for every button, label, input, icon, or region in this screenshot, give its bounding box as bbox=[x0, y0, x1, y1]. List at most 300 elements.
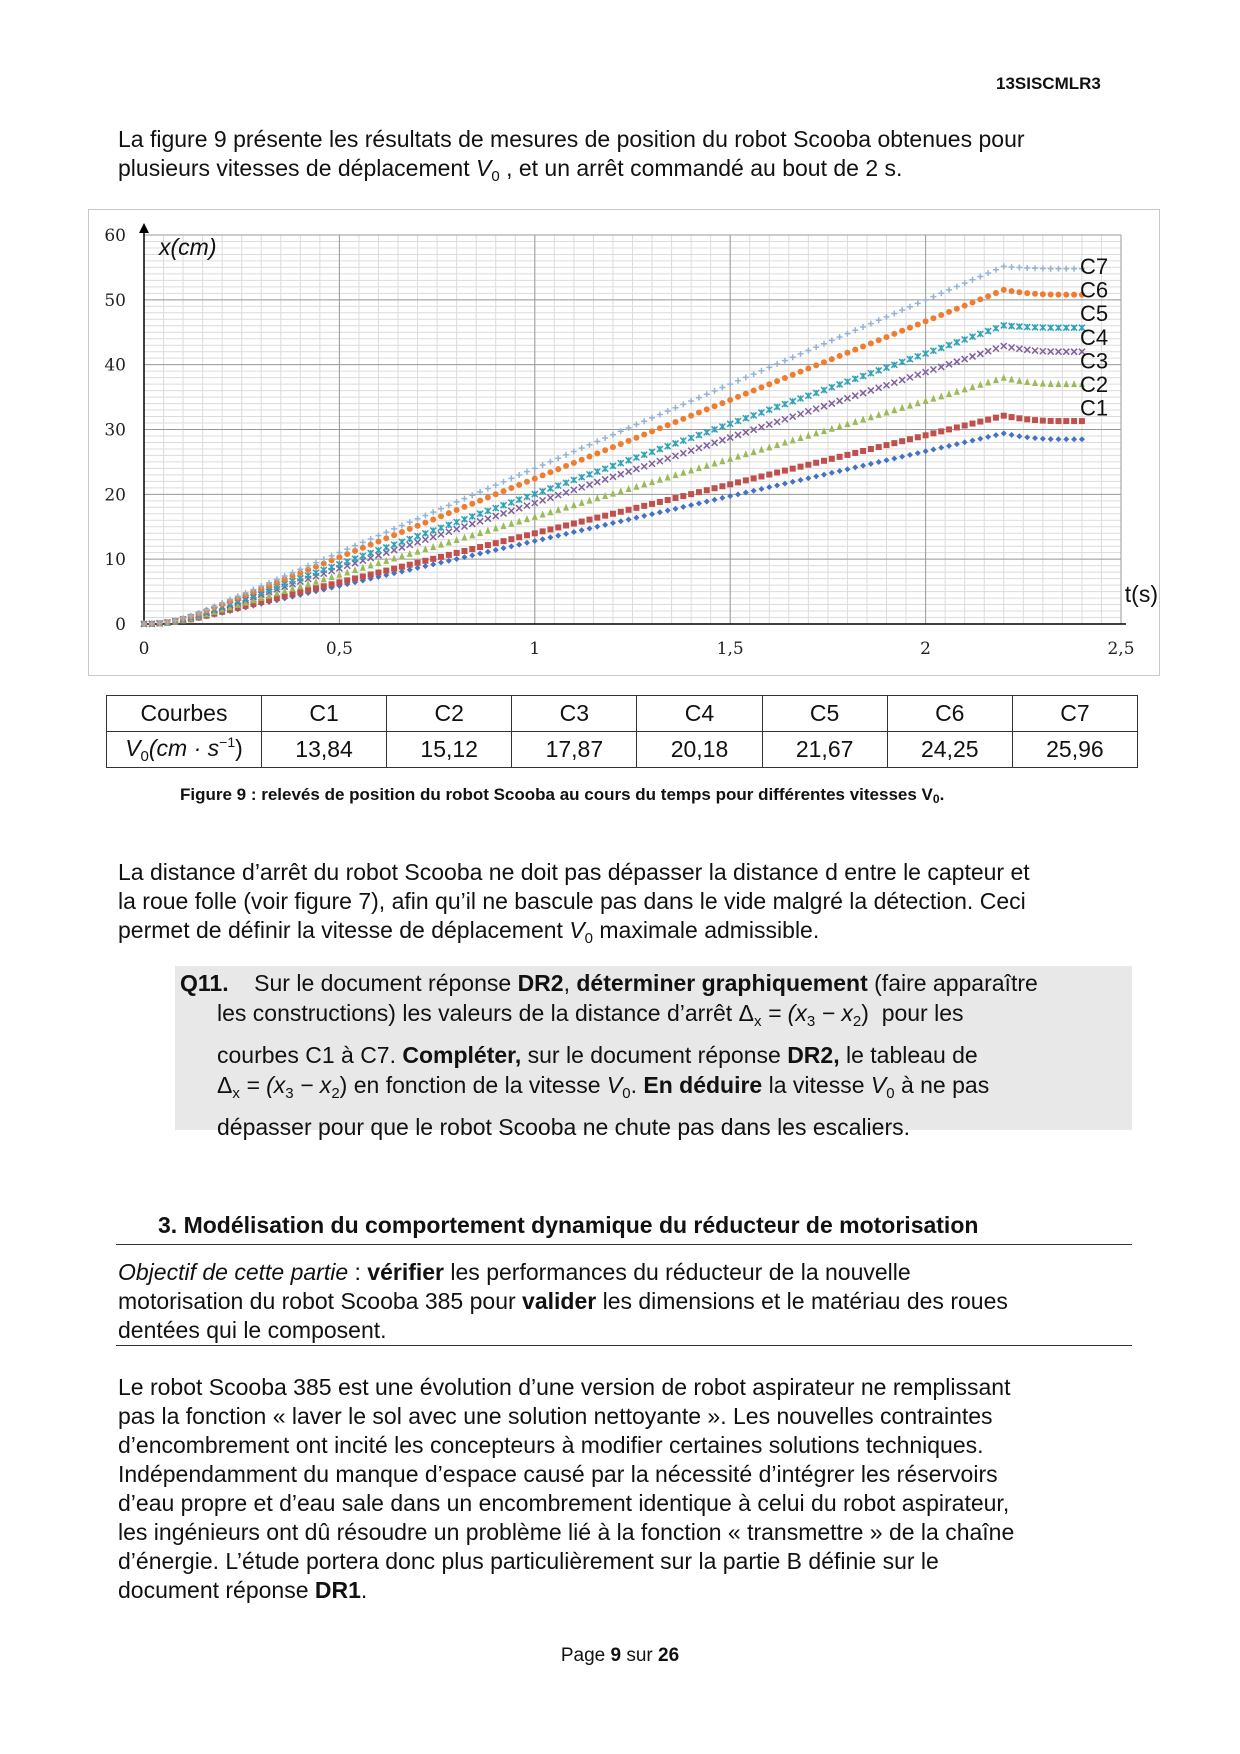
data-point bbox=[493, 505, 499, 511]
velocity-table bbox=[106, 695, 1138, 768]
data-point bbox=[891, 440, 897, 446]
data-point bbox=[915, 434, 921, 440]
data-point bbox=[805, 432, 811, 439]
data-point bbox=[485, 549, 491, 555]
data-point bbox=[446, 522, 452, 528]
data-point bbox=[672, 440, 678, 446]
data-point bbox=[946, 443, 952, 449]
data-point bbox=[727, 421, 733, 427]
data-point bbox=[727, 481, 733, 487]
data-point bbox=[837, 454, 843, 460]
data-point bbox=[524, 532, 530, 538]
data-point bbox=[907, 436, 913, 442]
data-point bbox=[891, 310, 897, 316]
data-point bbox=[985, 417, 991, 423]
data-point bbox=[704, 487, 710, 493]
data-point bbox=[954, 284, 960, 290]
data-point bbox=[1040, 266, 1046, 272]
data-point bbox=[508, 508, 514, 514]
data-point bbox=[516, 534, 522, 540]
data-point bbox=[579, 499, 585, 506]
data-point bbox=[907, 356, 913, 362]
data-point bbox=[1001, 430, 1007, 436]
data-point bbox=[727, 455, 733, 462]
intro-paragraph bbox=[118, 125, 1130, 191]
data-point bbox=[657, 458, 663, 464]
data-point bbox=[915, 300, 921, 306]
section-3-title: 3. Modélisation du comportement dynamique du réducteur de motorisation bbox=[158, 1212, 979, 1238]
data-point bbox=[844, 379, 850, 385]
data-point bbox=[954, 339, 960, 345]
data-point bbox=[712, 460, 718, 467]
data-point bbox=[946, 426, 952, 432]
data-point bbox=[805, 475, 811, 481]
x-axis-label: t(s) bbox=[1124, 581, 1158, 607]
x-tick-label: 1,5 bbox=[716, 639, 744, 659]
data-point bbox=[930, 446, 936, 452]
data-point bbox=[540, 528, 546, 534]
data-point bbox=[422, 520, 428, 526]
data-point bbox=[485, 527, 491, 534]
data-point bbox=[602, 513, 608, 519]
data-point bbox=[477, 518, 483, 524]
data-point bbox=[899, 404, 905, 411]
data-point bbox=[852, 418, 858, 425]
data-point bbox=[352, 575, 358, 581]
data-point bbox=[618, 441, 624, 447]
data-point bbox=[454, 519, 460, 525]
data-point bbox=[704, 462, 710, 469]
data-point bbox=[415, 523, 421, 529]
data-point bbox=[727, 381, 733, 387]
data-point bbox=[415, 560, 421, 566]
data-point bbox=[1055, 292, 1061, 298]
data-point bbox=[594, 515, 600, 521]
data-point bbox=[649, 511, 655, 517]
intro-line-1: La figure 9 présente les résultats de mesures de position du robot Scooba obtenues pour bbox=[118, 126, 1025, 152]
data-point bbox=[368, 542, 374, 548]
data-point bbox=[391, 542, 397, 548]
data-point bbox=[766, 484, 772, 490]
data-point bbox=[860, 344, 866, 350]
data-point bbox=[813, 473, 819, 479]
data-point bbox=[719, 457, 725, 464]
data-point bbox=[579, 519, 585, 525]
data-point bbox=[719, 424, 725, 430]
data-point bbox=[829, 384, 835, 390]
data-point bbox=[719, 483, 725, 489]
data-point bbox=[1032, 265, 1038, 271]
data-point bbox=[1032, 348, 1038, 354]
data-point bbox=[665, 422, 671, 428]
data-point bbox=[829, 425, 835, 432]
data-point bbox=[813, 429, 819, 436]
data-point bbox=[758, 384, 764, 390]
data-point bbox=[930, 395, 936, 402]
data-point bbox=[821, 427, 827, 434]
chart-svg bbox=[89, 210, 1161, 677]
data-point bbox=[540, 488, 546, 494]
data-point bbox=[696, 464, 702, 471]
data-point bbox=[915, 372, 921, 378]
data-point bbox=[438, 560, 444, 566]
data-point bbox=[860, 448, 866, 454]
data-point bbox=[993, 432, 999, 438]
data-point bbox=[821, 458, 827, 464]
data-point bbox=[876, 411, 882, 418]
data-point bbox=[735, 378, 741, 384]
data-point bbox=[774, 361, 780, 367]
data-point bbox=[391, 566, 397, 572]
data-point bbox=[594, 494, 600, 501]
data-point bbox=[524, 540, 530, 546]
data-point bbox=[696, 489, 702, 495]
data-point bbox=[336, 561, 342, 567]
data-point bbox=[657, 499, 663, 505]
data-point bbox=[469, 546, 475, 552]
data-point bbox=[461, 516, 467, 522]
data-point bbox=[407, 562, 413, 568]
data-point bbox=[321, 556, 327, 562]
data-point bbox=[712, 485, 718, 491]
data-point bbox=[336, 549, 342, 555]
data-point bbox=[563, 463, 569, 469]
data-point bbox=[508, 543, 514, 549]
table-curve-cell: C2 bbox=[387, 696, 512, 732]
data-point bbox=[633, 435, 639, 441]
data-point bbox=[844, 350, 850, 356]
question-label: Q11. bbox=[180, 970, 229, 996]
data-point bbox=[485, 516, 491, 522]
data-point bbox=[1063, 418, 1069, 424]
data-point bbox=[579, 445, 585, 451]
data-point bbox=[938, 312, 944, 318]
data-point bbox=[1016, 346, 1022, 352]
position-chart bbox=[88, 209, 1160, 676]
data-point bbox=[477, 551, 483, 557]
table-header-label: Courbes bbox=[107, 696, 262, 732]
data-point bbox=[1063, 292, 1069, 298]
data-point bbox=[415, 533, 421, 539]
data-point bbox=[696, 395, 702, 401]
data-point bbox=[735, 432, 741, 438]
objective-paragraph: Objectif de cette partie : vérifier les performances du réducteur de la nouvelle motorisation du robot Scooba 385 pour valider les dimensions et le matériau des roues dentées qui le composent. bbox=[118, 1259, 1008, 1343]
data-point bbox=[399, 564, 405, 570]
data-point bbox=[649, 501, 655, 507]
data-point bbox=[516, 517, 522, 524]
data-point bbox=[696, 445, 702, 451]
data-point bbox=[360, 553, 366, 559]
data-point bbox=[305, 573, 311, 579]
data-point bbox=[743, 450, 749, 457]
data-point bbox=[438, 531, 444, 537]
data-point bbox=[501, 538, 507, 544]
data-point bbox=[469, 514, 475, 520]
data-point bbox=[704, 442, 710, 448]
data-point bbox=[1024, 265, 1030, 271]
data-point bbox=[469, 531, 475, 538]
data-point bbox=[1024, 324, 1030, 330]
data-point bbox=[618, 509, 624, 515]
data-point bbox=[329, 553, 335, 559]
data-point bbox=[508, 520, 514, 527]
data-point bbox=[368, 561, 374, 568]
data-point bbox=[993, 346, 999, 352]
data-point bbox=[501, 488, 507, 494]
data-point bbox=[626, 438, 632, 444]
data-point bbox=[454, 556, 460, 562]
table-value-row bbox=[107, 732, 1138, 768]
data-point bbox=[899, 438, 905, 444]
data-point bbox=[532, 530, 538, 536]
data-point bbox=[626, 469, 632, 475]
data-point bbox=[899, 307, 905, 313]
data-point bbox=[719, 495, 725, 501]
intro-line-2: plusieurs vitesses de déplacement $V_0$ , et un arrêt commandé au bout de 2 s. bbox=[118, 155, 903, 185]
x-tick-label: 1 bbox=[529, 639, 541, 659]
data-point bbox=[813, 390, 819, 396]
data-point bbox=[844, 466, 850, 472]
data-point bbox=[1055, 436, 1061, 442]
data-point bbox=[415, 548, 421, 555]
data-point bbox=[633, 483, 639, 490]
data-point bbox=[954, 424, 960, 430]
data-point bbox=[985, 328, 991, 334]
data-point bbox=[876, 317, 882, 323]
x-tick-label: 0 bbox=[138, 639, 150, 659]
data-point bbox=[665, 408, 671, 414]
data-point bbox=[610, 432, 616, 438]
data-point bbox=[790, 436, 796, 443]
data-point bbox=[618, 487, 624, 494]
data-point bbox=[1040, 418, 1046, 424]
data-point bbox=[610, 490, 616, 497]
data-point bbox=[938, 428, 944, 434]
data-point bbox=[977, 331, 983, 337]
data-point bbox=[751, 488, 757, 494]
document-code: 13SISCMLR3 bbox=[996, 74, 1101, 93]
data-point bbox=[1071, 325, 1077, 331]
data-point bbox=[790, 354, 796, 360]
data-point bbox=[743, 429, 749, 435]
data-point bbox=[798, 477, 804, 483]
data-point bbox=[344, 577, 350, 583]
data-point bbox=[852, 347, 858, 353]
data-point bbox=[415, 516, 421, 522]
data-point bbox=[930, 315, 936, 321]
data-point bbox=[532, 465, 538, 471]
data-point bbox=[407, 542, 413, 548]
data-point bbox=[962, 385, 968, 392]
table-curve-cell: C5 bbox=[762, 696, 887, 732]
data-point bbox=[798, 396, 804, 402]
data-point bbox=[360, 564, 366, 571]
table-value-cell: 21,67 bbox=[762, 732, 887, 768]
objective-top-rule bbox=[116, 1244, 1132, 1245]
data-point bbox=[735, 418, 741, 424]
data-point bbox=[743, 391, 749, 397]
data-point bbox=[938, 345, 944, 351]
data-point bbox=[649, 428, 655, 434]
data-point bbox=[493, 540, 499, 546]
data-point bbox=[516, 472, 522, 478]
data-point bbox=[563, 480, 569, 486]
data-point bbox=[923, 318, 929, 324]
data-point bbox=[1016, 289, 1022, 295]
data-point bbox=[540, 462, 546, 468]
data-point bbox=[751, 388, 757, 394]
data-point bbox=[962, 303, 968, 309]
data-point bbox=[446, 529, 452, 535]
data-point bbox=[391, 555, 397, 562]
data-point bbox=[610, 444, 616, 450]
data-point bbox=[665, 507, 671, 513]
data-point bbox=[1055, 418, 1061, 424]
data-point bbox=[915, 399, 921, 406]
data-point bbox=[735, 479, 741, 485]
data-point bbox=[884, 334, 890, 340]
data-point bbox=[735, 394, 741, 400]
data-point bbox=[547, 526, 553, 532]
page-footer: Page 9 sur 26 bbox=[560, 1645, 680, 1666]
data-point bbox=[1063, 436, 1069, 442]
data-point bbox=[508, 536, 514, 542]
data-point bbox=[805, 348, 811, 354]
data-point bbox=[383, 557, 389, 564]
data-point bbox=[1048, 292, 1054, 298]
table-row-label: $V_0(cm \cdot s^{-1})$ bbox=[107, 732, 262, 768]
data-point bbox=[430, 534, 436, 540]
data-point bbox=[1009, 414, 1015, 420]
data-point bbox=[633, 466, 639, 472]
data-point bbox=[649, 449, 655, 455]
data-point bbox=[946, 309, 952, 315]
data-point bbox=[985, 293, 991, 299]
data-point bbox=[391, 532, 397, 538]
data-point bbox=[758, 486, 764, 492]
data-point bbox=[360, 545, 366, 551]
table-curve-cell: C7 bbox=[1012, 696, 1137, 732]
data-point bbox=[798, 464, 804, 470]
data-point bbox=[1009, 432, 1015, 438]
data-point bbox=[375, 547, 381, 553]
data-point bbox=[977, 436, 983, 442]
data-point bbox=[555, 492, 561, 498]
table-value-cell: 17,87 bbox=[512, 732, 637, 768]
y-tick-label: 60 bbox=[104, 226, 126, 246]
data-point bbox=[594, 450, 600, 456]
data-point bbox=[907, 402, 913, 409]
data-point bbox=[602, 492, 608, 499]
data-point bbox=[524, 494, 530, 500]
data-point bbox=[790, 372, 796, 378]
data-point bbox=[657, 509, 663, 515]
data-point bbox=[821, 387, 827, 393]
data-point bbox=[688, 491, 694, 497]
data-point bbox=[461, 534, 467, 541]
data-point bbox=[954, 359, 960, 365]
data-point bbox=[1071, 418, 1077, 424]
data-point bbox=[501, 522, 507, 529]
scooba-paragraph: Le robot Scooba 385 est une évolution d’une version de robot aspirateur ne remplissant pas la fonction « laver le sol avec une solution nettoyante ». Les nouvelles contraintes d’encombrement ont incité les concepteurs à modifier certaines solutions techniques. Indépendamment du manque d’espace causé par la nécessité d’intégrer les réservoirs d’eau propre et d’eau sale dans un encombrement identique à celui du robot aspirateur, les ingénieurs ont dû résoudre un problème lié à la fonction « transmettre » de la chaîne d’énergie. L’étude portera donc plus particulièrement sur la partie B définie sur le document réponse DR1. bbox=[118, 1374, 1015, 1603]
data-point bbox=[876, 337, 882, 343]
data-point bbox=[798, 434, 804, 441]
data-point bbox=[446, 510, 452, 516]
data-point bbox=[798, 369, 804, 375]
legend-label-c4: C4 bbox=[1080, 324, 1109, 350]
data-point bbox=[1048, 380, 1054, 387]
data-point bbox=[446, 558, 452, 564]
data-point bbox=[1040, 291, 1046, 297]
data-point bbox=[399, 539, 405, 545]
data-point bbox=[524, 469, 530, 475]
data-point bbox=[813, 460, 819, 466]
data-point bbox=[915, 321, 921, 327]
data-point bbox=[501, 502, 507, 508]
data-point bbox=[454, 499, 460, 505]
data-point bbox=[938, 445, 944, 451]
data-point bbox=[938, 392, 944, 399]
data-point bbox=[344, 546, 350, 552]
data-point bbox=[399, 529, 405, 535]
data-point bbox=[587, 517, 593, 523]
data-point bbox=[993, 290, 999, 296]
data-point bbox=[977, 296, 983, 302]
data-point bbox=[876, 385, 882, 391]
data-point bbox=[758, 473, 764, 479]
data-point bbox=[891, 331, 897, 337]
data-point bbox=[930, 294, 936, 300]
data-point bbox=[610, 511, 616, 517]
data-point bbox=[1032, 379, 1038, 386]
data-point bbox=[547, 469, 553, 475]
data-point bbox=[907, 452, 913, 458]
data-point bbox=[665, 455, 671, 461]
data-point bbox=[899, 328, 905, 334]
data-point bbox=[508, 475, 514, 481]
data-point bbox=[524, 515, 530, 522]
data-point bbox=[704, 391, 710, 397]
data-point bbox=[1048, 325, 1054, 331]
data-point bbox=[680, 438, 686, 444]
data-point bbox=[1063, 266, 1069, 272]
data-point bbox=[508, 485, 514, 491]
data-point bbox=[766, 443, 772, 450]
data-point bbox=[962, 337, 968, 343]
data-point bbox=[962, 280, 968, 286]
data-point bbox=[594, 524, 600, 530]
data-point bbox=[743, 415, 749, 421]
data-point bbox=[1032, 417, 1038, 423]
data-point bbox=[743, 374, 749, 380]
y-axis-arrow bbox=[139, 223, 149, 233]
data-point bbox=[1040, 325, 1046, 331]
data-point bbox=[751, 475, 757, 481]
data-point bbox=[696, 410, 702, 416]
data-point bbox=[1024, 290, 1030, 296]
data-point bbox=[641, 452, 647, 458]
data-point bbox=[1048, 418, 1054, 424]
data-point bbox=[680, 416, 686, 422]
data-point bbox=[508, 499, 514, 505]
data-point bbox=[837, 353, 843, 359]
data-point bbox=[829, 456, 835, 462]
y-tick-label: 30 bbox=[104, 420, 126, 441]
data-point bbox=[774, 470, 780, 476]
data-point bbox=[743, 477, 749, 483]
table-curve-cell: C1 bbox=[262, 696, 387, 732]
y-tick-label: 10 bbox=[104, 550, 126, 571]
